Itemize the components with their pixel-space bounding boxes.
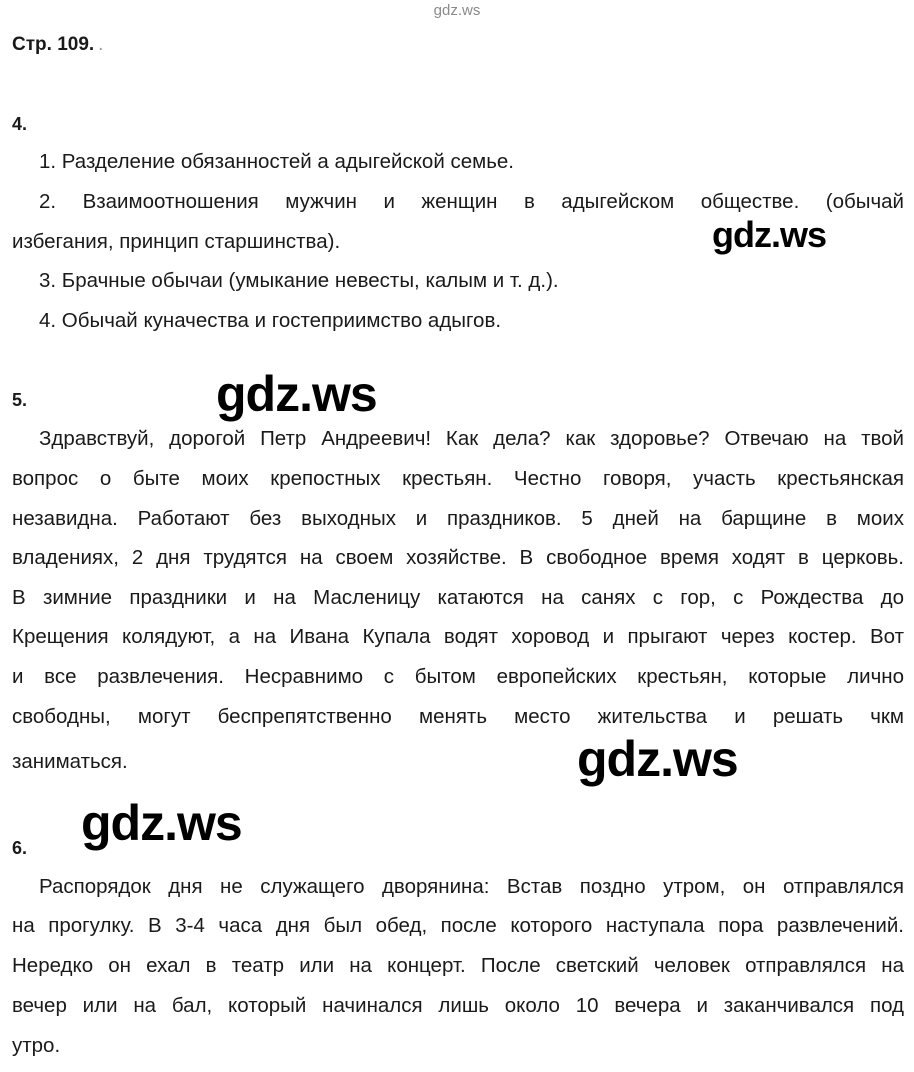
task-5-line: и все развлечения. Несравнимо с бытом европейских крестьян, которые лично — [12, 665, 904, 688]
task-5-line: Здравствуй, дорогой Петр Андреевич! Как дела? как здоровье? Отвечаю на твой — [39, 427, 904, 450]
task-4-line: 2. Взаимоотношения мужчин и женщин в адыгейском обществе. (обычай — [39, 190, 904, 213]
task-5-line: В зимние праздники и на Масленицу катаются на санях с гор, с Рождества до — [12, 586, 904, 609]
page-title-text: Стр. 109. — [12, 34, 95, 55]
task-4-line: избегания, принцип старшинства). — [12, 230, 341, 253]
watermark: gdz.ws — [216, 366, 377, 422]
task-5-line: вопрос о быте моих крепостных крестьян. Честно говоря, участь крестьянская — [12, 467, 904, 490]
task-4-number: 4. — [12, 114, 28, 134]
watermark: gdz.ws — [712, 214, 827, 255]
task-6-line: Нередко он ехал в театр или на концерт. После светский человек отправлялся на — [12, 954, 904, 977]
task-6-number: 6. — [12, 838, 28, 858]
task-6-line: Распорядок дня не служащего дворянина: Встав поздно утром, он отправлялся — [39, 875, 904, 898]
task-5-line: незавидна. Работают без выходных и праздников. 5 дней на барщине в моих — [12, 507, 904, 530]
task-4-line: 3. Брачные обычаи (умыкание невесты, калым и т. д.). — [39, 269, 559, 292]
task-6-line: на прогулку. В 3-4 часа дня был обед, после которого наступала пора развлечений. — [12, 914, 904, 937]
task-4-line: 4. Обычай куначества и гостеприимство адыгов. — [39, 309, 502, 332]
task-6-line: утро. — [12, 1034, 61, 1057]
page-title-dot: . — [98, 34, 104, 55]
task-5-line: Крещения колядуют, а на Ивана Купала водят хоровод и прыгают через костер. Вот — [12, 625, 904, 648]
task-5-line: заниматься. — [12, 750, 128, 773]
watermark: gdz.ws — [577, 731, 738, 787]
page-title — [12, 34, 103, 56]
task-4-line: 1. Разделение обязанностей а адыгейской семье. — [39, 150, 515, 173]
task-5-line: владениях, 2 дня трудятся на своем хозяйстве. В свободное время ходят в церковь. — [12, 546, 904, 569]
watermark: gdz.ws — [81, 795, 242, 851]
task-5-number: 5. — [12, 390, 28, 410]
task-5-line: свободны, могут беспрепятственно менять место жительства и решать чкм — [12, 705, 904, 728]
top-watermark: gdz.ws — [433, 2, 481, 19]
task-6-line: вечер или на бал, который начинался лишь около 10 вечера и заканчивался под — [12, 994, 904, 1017]
